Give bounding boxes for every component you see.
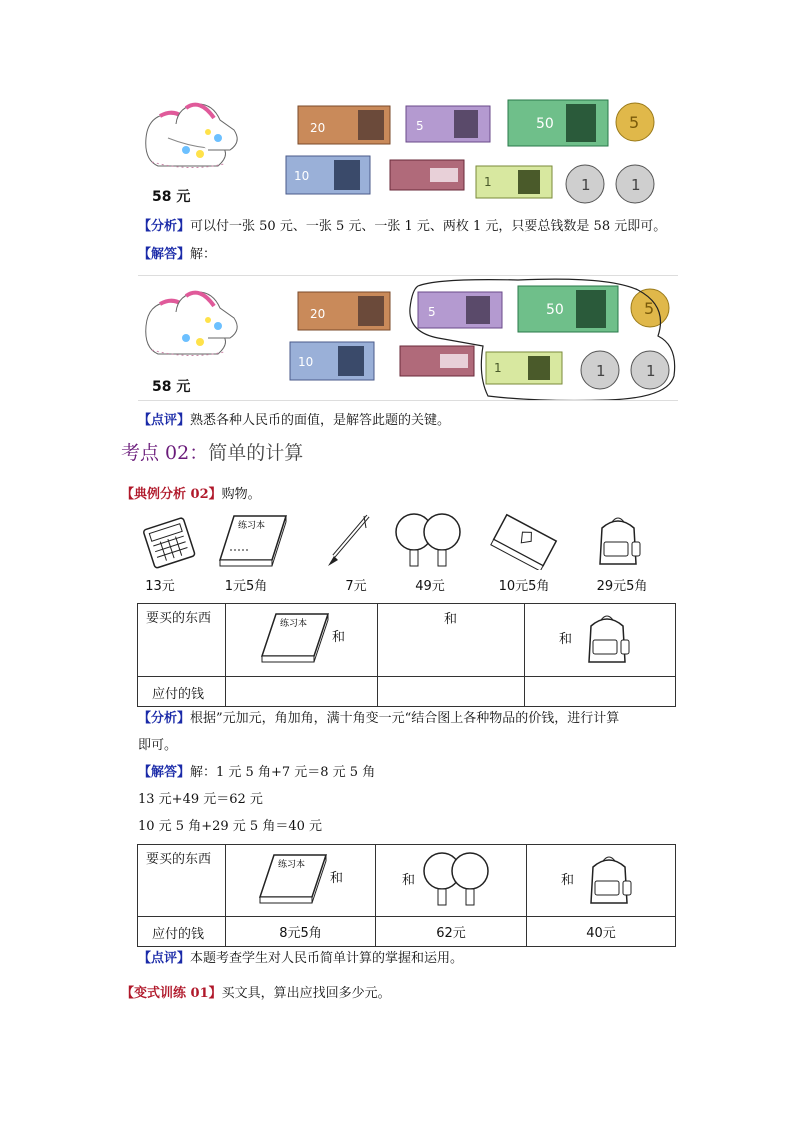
answer-cell-1[interactable] [226, 677, 378, 707]
analysis-1: 【分析】可以付一张 50 元、一张 5 元、一张 1 元、两枚 1 元，只要总钱数是 58 元即可。 [138, 219, 667, 234]
item-pen [310, 512, 390, 594]
cell-items-3 [527, 845, 676, 917]
ping-pong-paddles-icon [390, 512, 470, 570]
item-price: 29元5角 [596, 579, 648, 594]
coin-1-yuan-icon-2 [631, 351, 669, 389]
money-illustration [138, 98, 678, 204]
row-header-items: 要买的东西 [138, 604, 226, 677]
answer-2-line-2: 13 元+49 元＝62 元 [138, 792, 263, 807]
item-ping-pong-paddles [390, 512, 470, 594]
banknote-wujiao-icon [400, 346, 474, 376]
item-price: 7元 [345, 579, 367, 594]
svg-text:5: 5 [644, 299, 655, 318]
cell-items-1 [226, 604, 378, 677]
cell-items-1 [226, 845, 376, 917]
coin-1-yuan-icon [566, 165, 604, 203]
banknote-1-icon [476, 166, 552, 198]
money-panel-question [138, 98, 678, 204]
banknote-10-icon [290, 342, 374, 380]
item-row [132, 512, 672, 594]
and-label: 和 [444, 612, 458, 627]
svg-text:1: 1 [484, 175, 492, 189]
banknote-10-icon [286, 156, 370, 194]
svg-text:练习本: 练习本 [280, 619, 308, 629]
shopping-table-answer [137, 844, 676, 947]
banknote-1-icon [486, 352, 562, 384]
item-exercise-book [212, 512, 292, 594]
backpack-icon [577, 610, 637, 668]
pencil-box-icon [488, 512, 560, 570]
svg-text:1: 1 [596, 362, 606, 380]
svg-text:1: 1 [646, 362, 656, 380]
analysis-2-line-2: 即可。 [138, 738, 178, 753]
item-backpack [578, 512, 658, 594]
banknote-50-icon [508, 100, 608, 146]
cell-items-3 [525, 604, 676, 677]
and-label: 和 [332, 630, 346, 645]
money-illustration-circled [138, 276, 678, 400]
svg-text:1: 1 [581, 176, 591, 194]
item-calculator [132, 512, 212, 594]
answer-cell-3: 40元 [527, 917, 676, 947]
shopping-table-question [137, 603, 676, 707]
item-pencil-box [484, 512, 564, 594]
comment-1: 【点评】熟悉各种人民币的面值，是解答此题的关键。 [138, 413, 451, 428]
svg-text:5: 5 [416, 119, 424, 133]
answer-cell-2[interactable] [378, 677, 525, 707]
svg-text:练习本: 练习本 [278, 860, 306, 870]
row-header-items: 要买的东西 [138, 845, 226, 917]
cell-items-2 [378, 604, 525, 677]
ping-pong-paddles-icon [420, 851, 500, 911]
banknote-50-icon [518, 286, 618, 332]
svg-text:10: 10 [298, 355, 314, 369]
shoes-price: 58 元 [152, 379, 191, 395]
comment-2: 【点评】本题考查学生对人民币简单计算的掌握和运用。 [138, 951, 464, 966]
item-price: 49元 [415, 579, 445, 594]
row-header-cost: 应付的钱 [138, 677, 226, 707]
item-price: 1元5角 [224, 579, 268, 594]
and-label: 和 [402, 873, 416, 888]
and-label: 和 [559, 632, 573, 647]
backpack-icon [579, 851, 639, 909]
svg-text:5: 5 [428, 305, 436, 319]
banknote-20-icon [298, 292, 390, 330]
answer-2-line-1: 【解答】解：1 元 5 角+7 元＝8 元 5 角 [138, 765, 376, 780]
row-header-cost: 应付的钱 [138, 917, 226, 947]
money-panel-answer [138, 275, 678, 401]
analysis-2-line-1: 【分析】根据”元加元，角加角，满十角变一元“结合图上各种物品的价钱，进行计算 [138, 711, 620, 726]
banknote-5-icon [418, 292, 502, 328]
svg-text:1: 1 [494, 361, 502, 375]
coin-5-jiao-icon [631, 289, 669, 327]
answer-cell-2: 62元 [376, 917, 527, 947]
answer-cell-3[interactable] [525, 677, 676, 707]
and-label: 和 [561, 873, 575, 888]
svg-text:20: 20 [310, 307, 326, 321]
exercise-book-icon [254, 851, 334, 907]
shoes-icon [146, 104, 237, 168]
backpack-icon [588, 512, 648, 570]
answer-1: 【解答】解： [138, 247, 217, 262]
svg-text:1: 1 [631, 176, 641, 194]
item-price: 10元5角 [498, 579, 550, 594]
example-heading: 【典例分析 02】购物。 [121, 487, 261, 502]
item-price: 13元 [145, 579, 175, 594]
variant-heading: 【变式训练 01】买文具，算出应找回多少元。 [121, 986, 391, 1001]
and-label: 和 [330, 871, 344, 886]
banknote-wujiao-icon [390, 160, 464, 190]
coin-5-jiao-icon [616, 103, 654, 141]
exercise-book-icon [256, 610, 336, 666]
svg-text:20: 20 [310, 121, 326, 135]
answer-2-line-3: 10 元 5 角+29 元 5 角＝40 元 [138, 819, 322, 834]
exercise-book-icon [216, 512, 288, 570]
cell-items-2 [376, 845, 527, 917]
banknote-20-icon [298, 106, 390, 144]
svg-text:5: 5 [629, 113, 640, 132]
section-title: 考点 02：简单的计算 [121, 442, 304, 464]
pen-icon [320, 512, 380, 570]
svg-text:10: 10 [294, 169, 310, 183]
svg-text:50: 50 [546, 302, 564, 318]
banknote-5-icon [406, 106, 490, 142]
shoes-price: 58 元 [152, 189, 191, 205]
calculator-icon [142, 512, 202, 570]
answer-cell-1: 8元5角 [226, 917, 376, 947]
svg-text:练习本: 练习本 [238, 521, 266, 531]
coin-1-yuan-icon [581, 351, 619, 389]
shoes-icon [146, 292, 237, 356]
svg-text:50: 50 [536, 116, 554, 132]
coin-1-yuan-icon-2 [616, 165, 654, 203]
